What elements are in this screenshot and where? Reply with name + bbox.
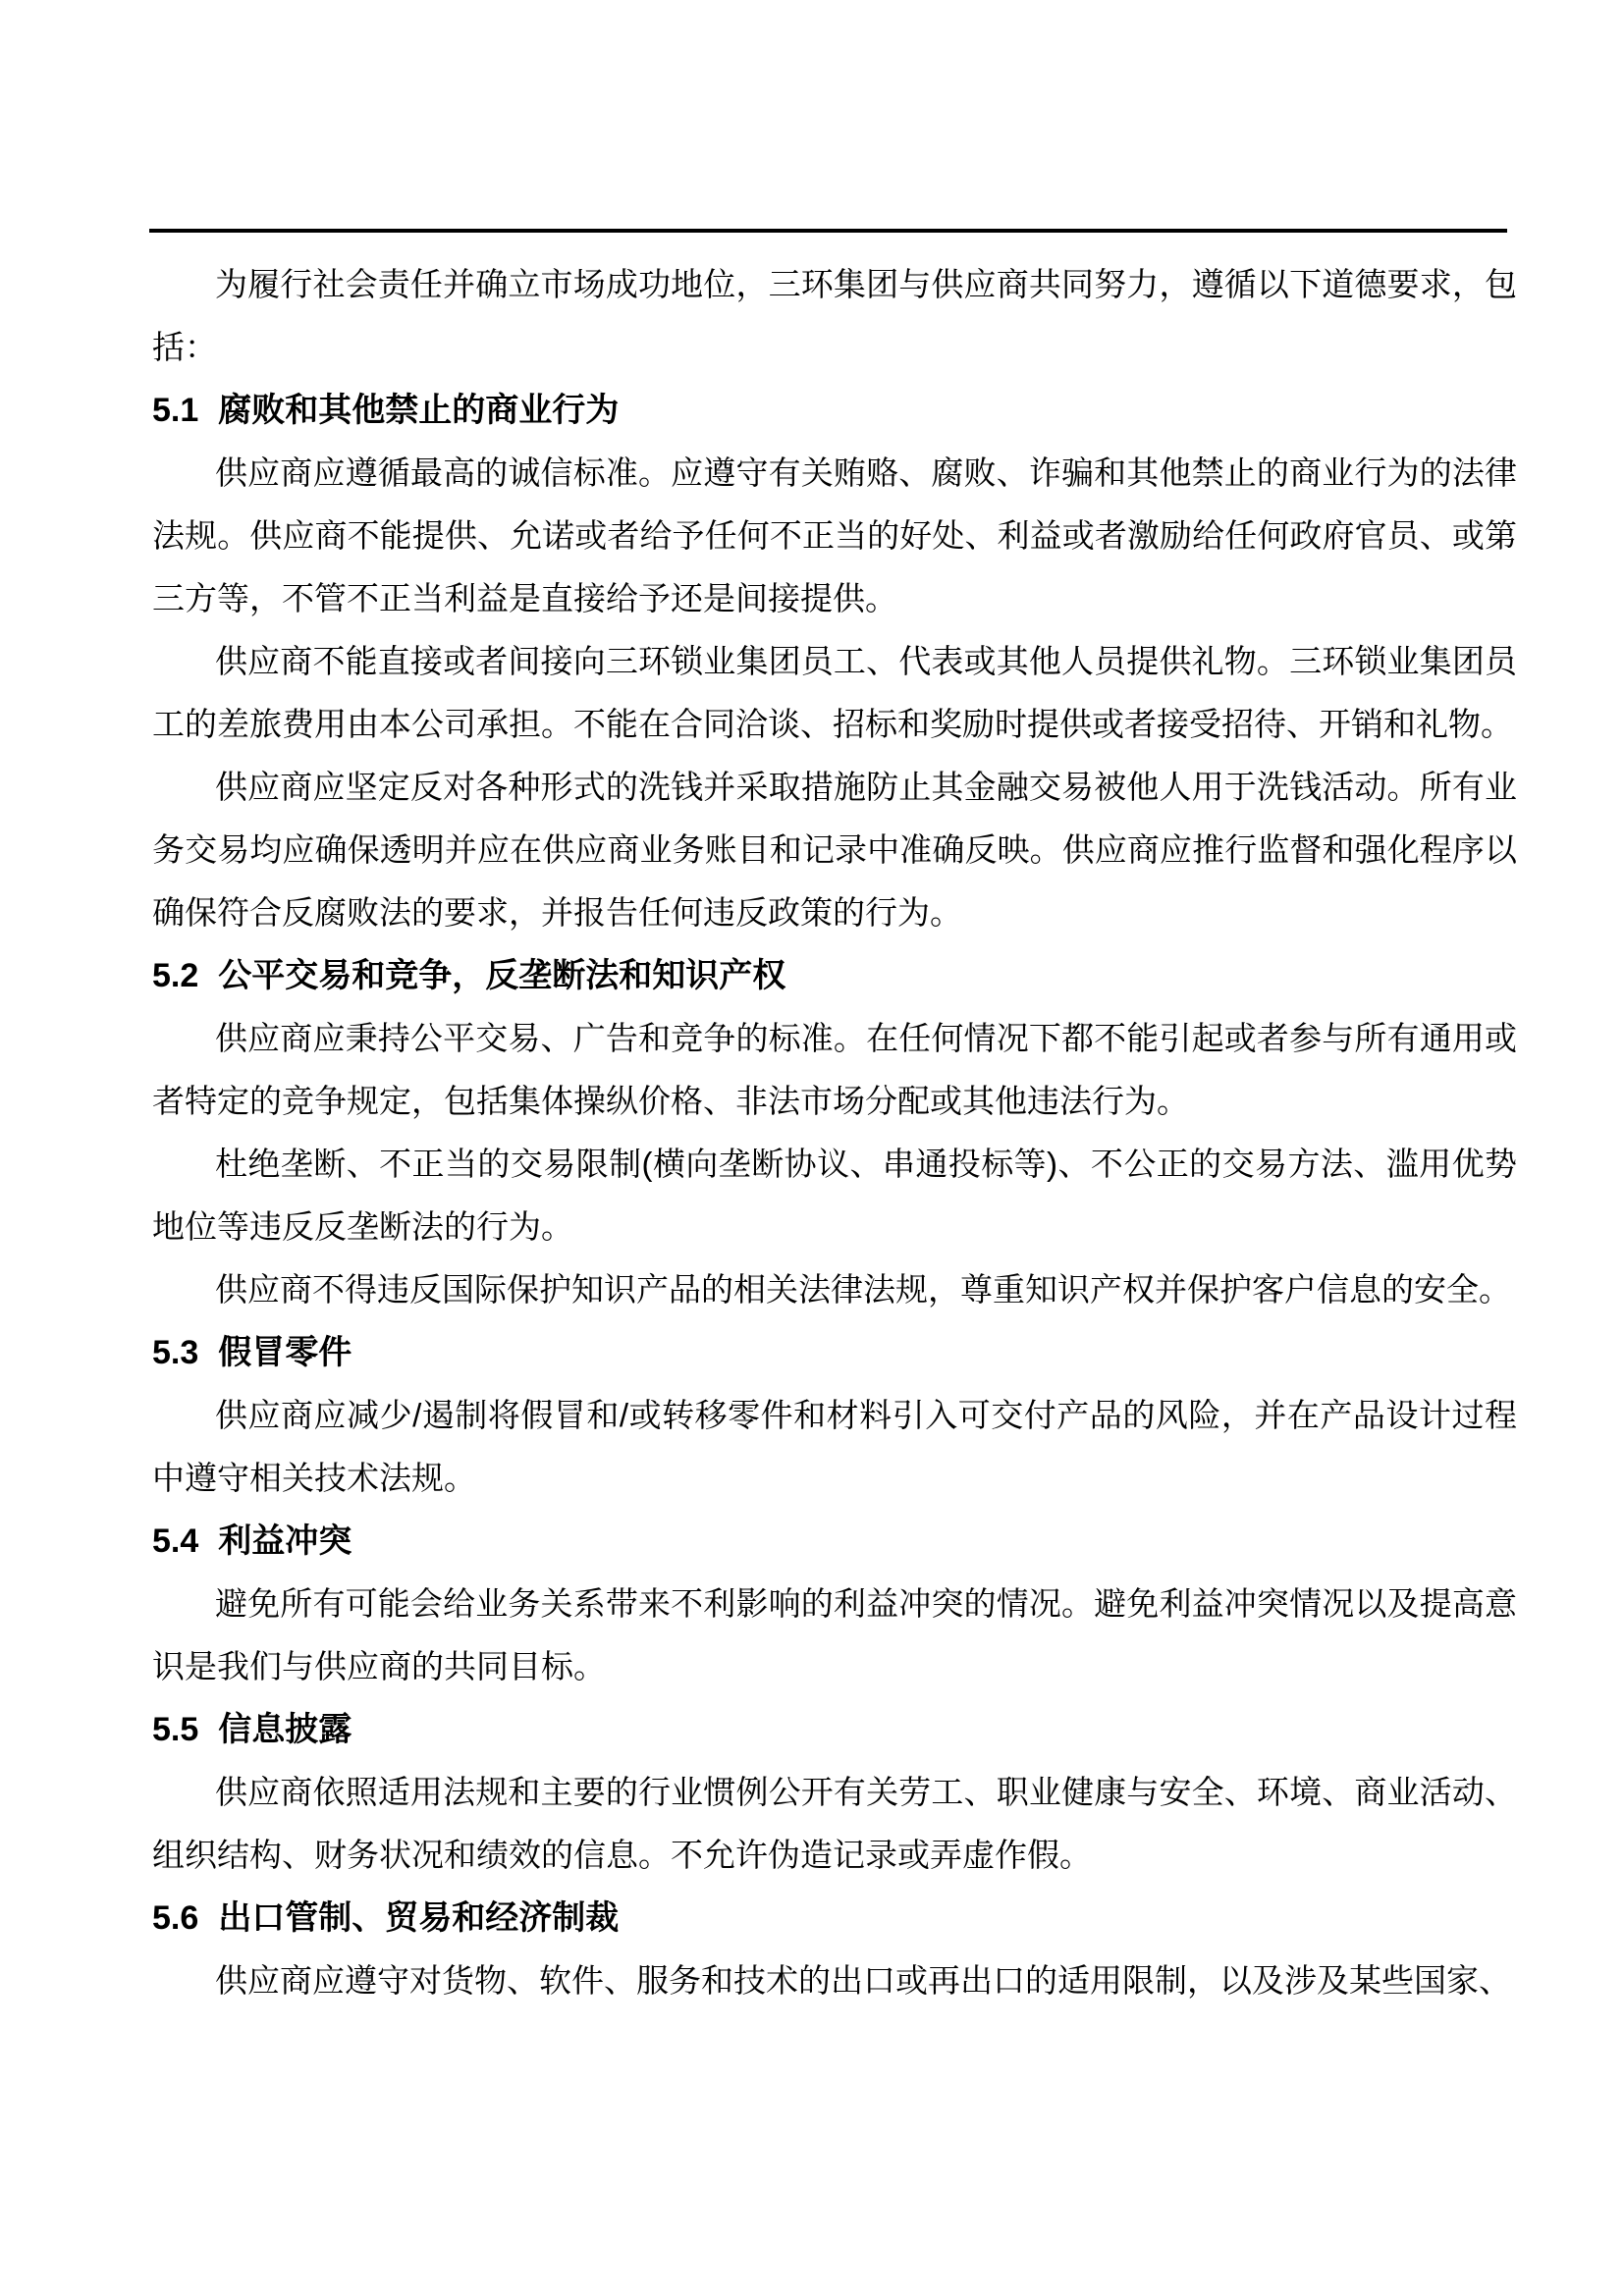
section-5-6-heading: [152, 1887, 1517, 1949]
section-number: 5.4: [152, 1522, 199, 1560]
section-5-3: [152, 1321, 1517, 1510]
paragraph: 供应商应坚定反对各种形式的洗钱并采取措施防止其金融交易被他人用于洗钱活动。所有业务交易均应确保透明并应在供应商业务账目和记录中准确反映。供应商应推行监督和强化程序以确保符合反腐败法的要求，并报告任何违反政策的行为。: [152, 769, 1517, 931]
paragraph: 避免所有可能会给业务关系带来不利影响的利益冲突的情况。避免利益冲突情况以及提高意识是我们与供应商的共同目标。: [152, 1585, 1517, 1684]
paragraph: 供应商依照适用法规和主要的行业惯例公开有关劳工、职业健康与安全、环境、商业活动、组织结构、财务状况和绩效的信息。不允许伪造记录或弄虚作假。: [152, 1774, 1517, 1873]
paragraph: 供应商应减少/遏制将假冒和/或转移零件和材料引入可交付产品的风险，并在产品设计过程中遵守相关技术法规。: [152, 1397, 1517, 1496]
section-5-1-heading: [152, 379, 1517, 442]
section-5-1: [152, 379, 1517, 944]
section-5-2: [152, 944, 1517, 1321]
section-number: 5.3: [152, 1334, 199, 1371]
section-5-5: [152, 1698, 1517, 1887]
section-title: 假冒零件: [218, 1334, 352, 1371]
document-body: [152, 253, 1517, 2012]
paragraph: 供应商应秉持公平交易、广告和竞争的标准。在任何情况下都不能引起或者参与所有通用或者特定的竞争规定，包括集体操纵价格、非法市场分配或其他违法行为。: [152, 1020, 1517, 1119]
intro-paragraph: 为履行社会责任并确立市场成功地位，三环集团与供应商共同努力，遵循以下道德要求，包括：: [152, 266, 1517, 365]
section-5-4: [152, 1510, 1517, 1698]
section-number: 5.1: [152, 392, 199, 429]
section-5-6: [152, 1887, 1517, 2012]
section-number: 5.2: [152, 957, 199, 994]
section-title: 公平交易和竞争，反垄断法和知识产权: [218, 957, 786, 994]
paragraph: 供应商应遵守对货物、软件、服务和技术的出口或再出口的适用限制，以及涉及某些国家、: [215, 1962, 1511, 1999]
section-5-4-heading: [152, 1510, 1517, 1573]
paragraph: 供应商应遵循最高的诚信标准。应遵守有关贿赂、腐败、诈骗和其他禁止的商业行为的法律法规。供应商不能提供、允诺或者给予任何不正当的好处、利益或者激励给任何政府官员、或第三方等，不管不正当利益是直接给予还是间接提供。: [152, 454, 1517, 616]
section-title: 腐败和其他禁止的商业行为: [218, 392, 620, 429]
section-title: 信息披露: [218, 1711, 352, 1748]
paragraph: 杜绝垄断、不正当的交易限制(横向垄断协议、串通投标等)、不公正的交易方法、滥用优势地位等违反反垄断法的行为。: [152, 1146, 1517, 1245]
section-5-5-heading: [152, 1698, 1517, 1761]
section-number: 5.6: [152, 1899, 199, 1937]
paragraph: 供应商不能直接或者间接向三环锁业集团员工、代表或其他人员提供礼物。三环锁业集团员工的差旅费用由本公司承担。不能在合同洽谈、招标和奖励时提供或者接受招待、开销和礼物。: [152, 643, 1517, 742]
section-number: 5.5: [152, 1711, 199, 1748]
paragraph: 供应商不得违反国际保护知识产品的相关法律法规，尊重知识产权并保护客户信息的安全。: [215, 1271, 1511, 1308]
section-title: 出口管制、贸易和经济制裁: [218, 1899, 620, 1937]
section-5-3-heading: [152, 1321, 1517, 1384]
section-title: 利益冲突: [218, 1522, 352, 1560]
section-5-2-heading: [152, 944, 1517, 1007]
header-rule: [149, 229, 1507, 233]
